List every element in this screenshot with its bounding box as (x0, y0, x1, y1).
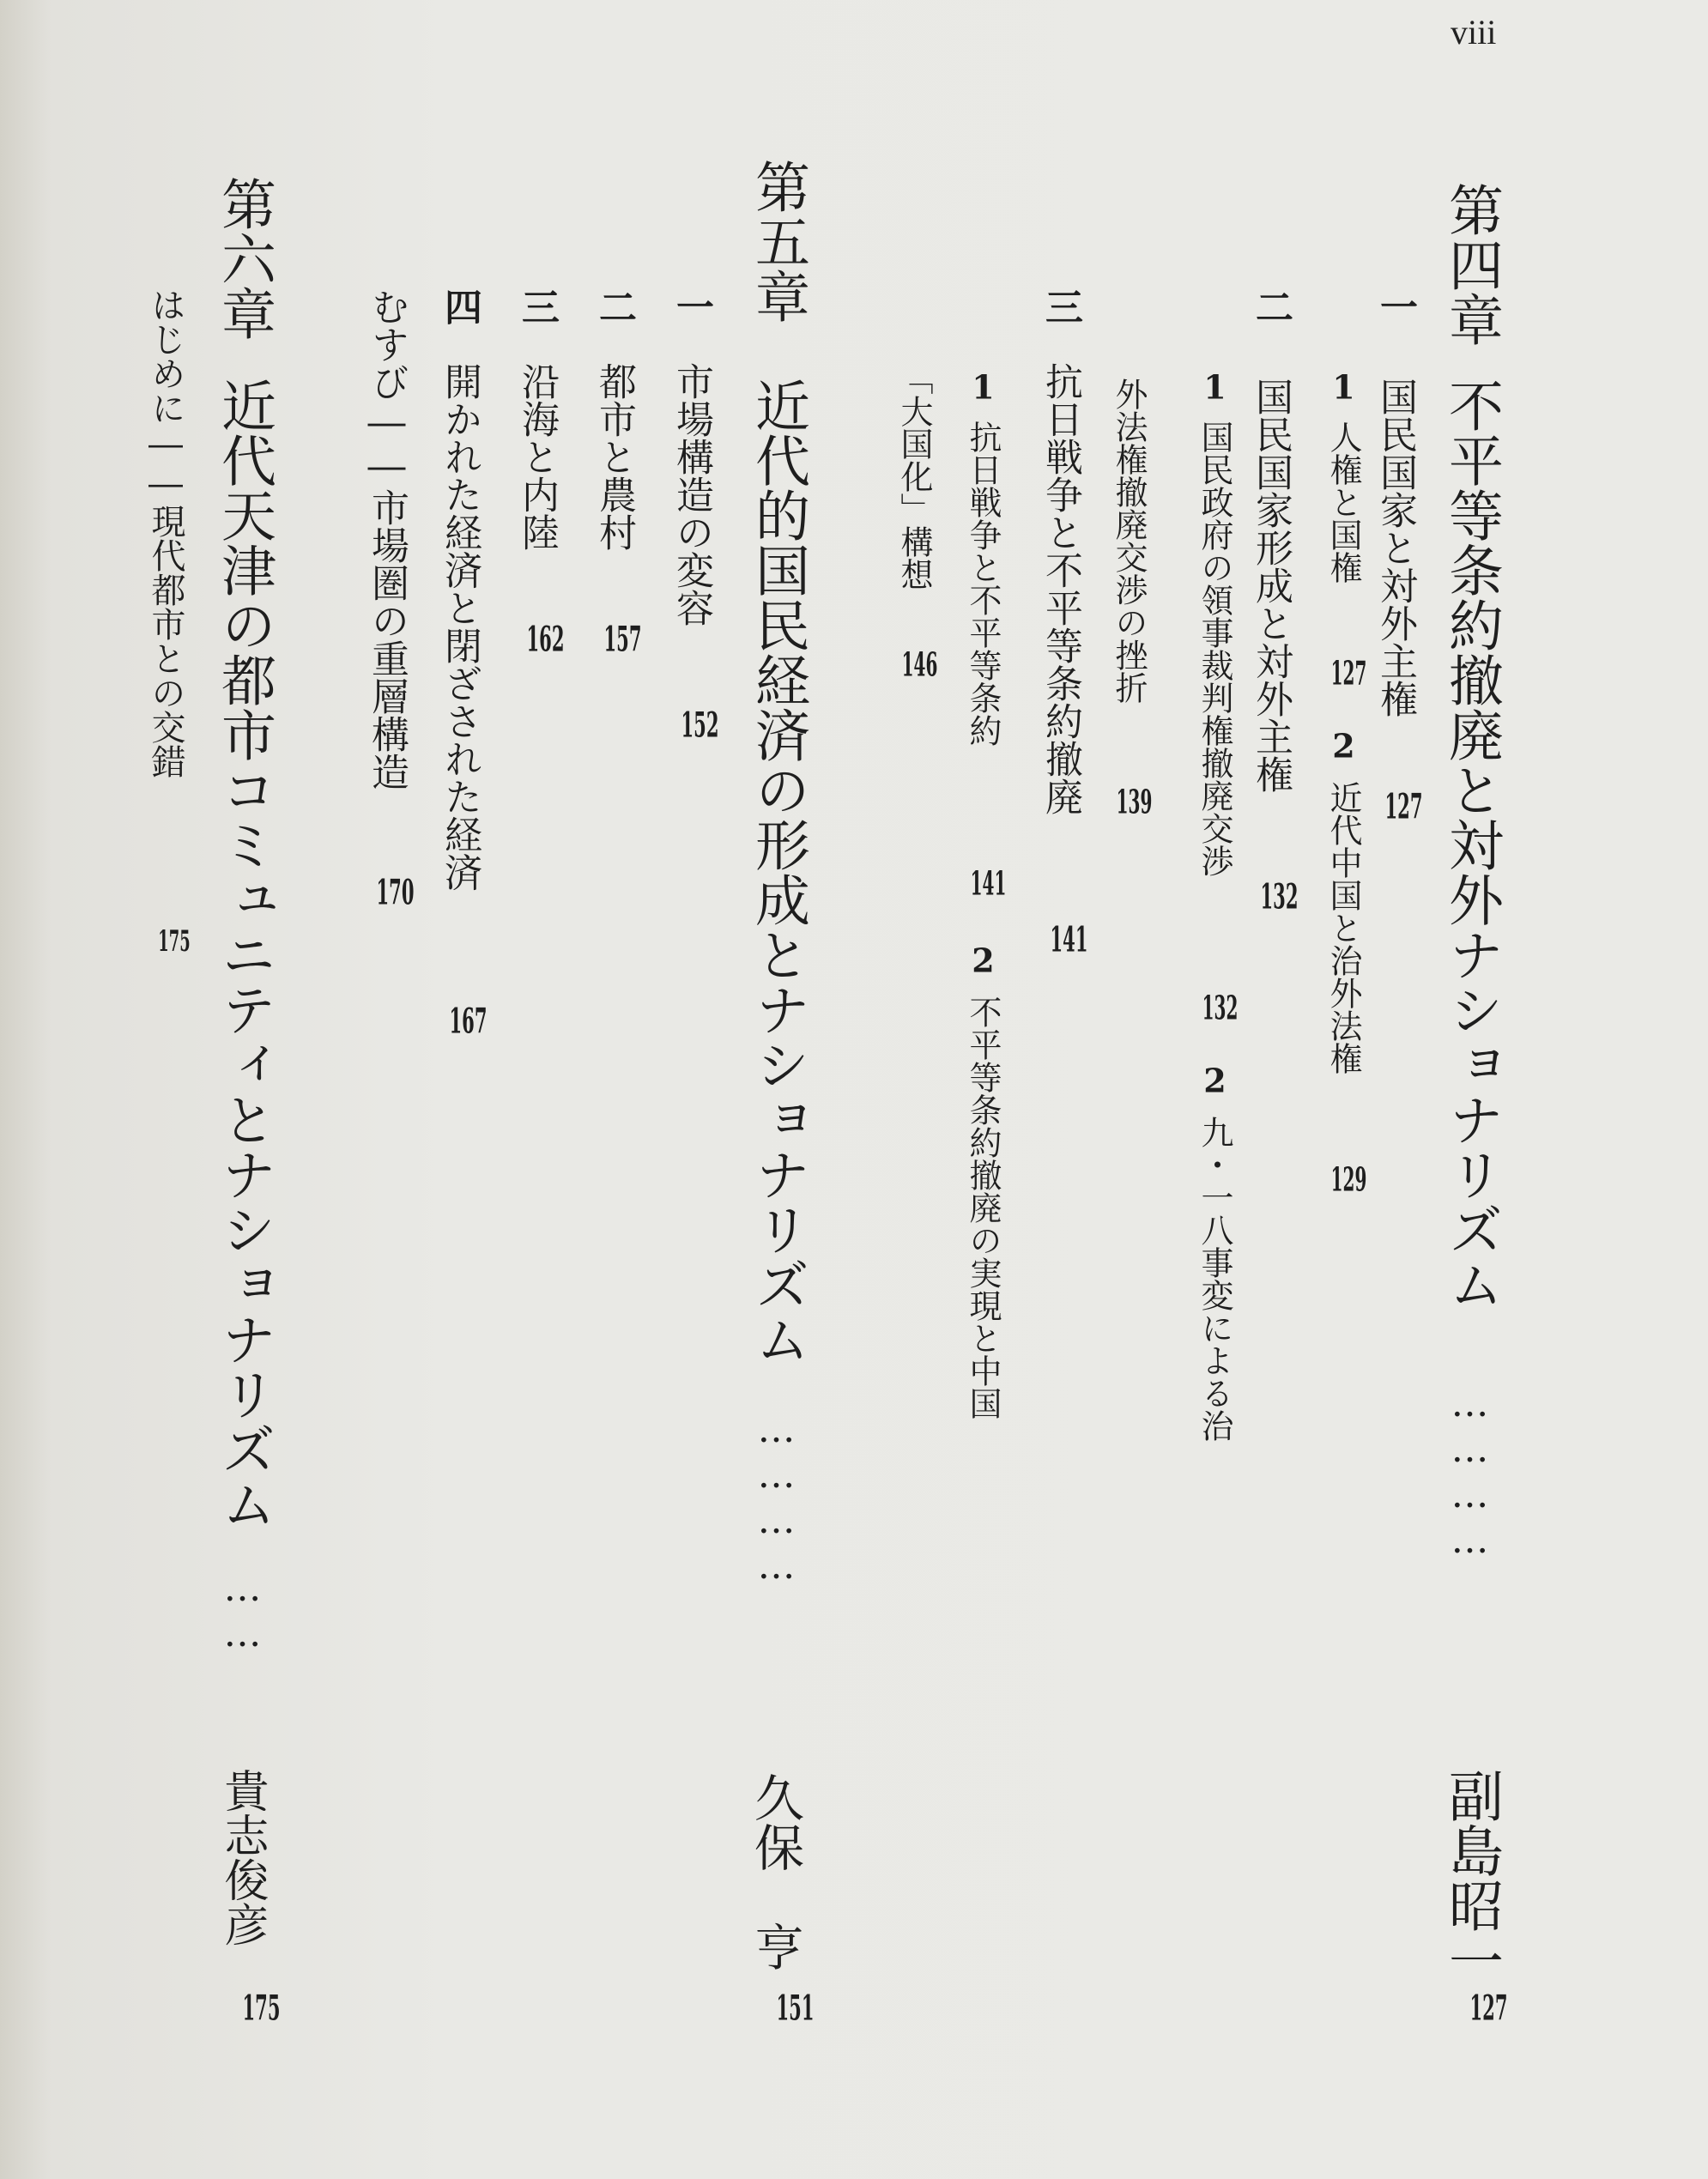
chapter-6-author: 貴志俊彦 (216, 1768, 268, 1946)
section-mark: 三 (515, 288, 559, 325)
chapter-6-leader: …… (221, 1566, 264, 1657)
chapter-4-heading[interactable] (1433, 0, 1508, 2179)
section-page: 141 (1050, 923, 1088, 957)
subsection-title: 九・一八事変による治 (1196, 1116, 1233, 1442)
chapter-5-number: 第五章 (746, 159, 809, 324)
chapter-4-author: 副島昭一 (1439, 1768, 1503, 1988)
section-title: 国民国家形成と対外主権 (1249, 378, 1293, 793)
chapter-4-number: 第四章 (1439, 182, 1503, 347)
subsection-title: 国民政府の領事裁判権撤廃交渉 (1196, 421, 1233, 877)
section-title: 都市と農村 (592, 362, 636, 551)
section-page: 157 (603, 622, 642, 657)
section-page: 162 (526, 622, 565, 657)
section-mark: 二 (592, 288, 636, 325)
section-mark: 四 (438, 288, 482, 325)
section-page: 175 (158, 927, 191, 956)
subsection-page: 129 (1330, 1163, 1367, 1195)
section-title: 国民国家と対外主権 (1373, 378, 1417, 717)
chapter-6-number: 第六章 (212, 176, 276, 341)
chapter-4-title: 不平等条約撤廃と対外ナショナリズム (1439, 378, 1503, 1311)
chapter-4-leader: ………… (1448, 1382, 1492, 1564)
subsection-number: 1 (1203, 371, 1226, 403)
chapter-6-title: 近代天津の都市コミュニティとナショナリズム (212, 378, 276, 1531)
subsection-page: 132 (1202, 991, 1239, 1024)
chapter-6-page: 175 (242, 1991, 281, 2025)
subsection-page: 141 (970, 867, 1007, 899)
section-title: 沿海と内陸 (515, 362, 559, 551)
subsection-number: 2 (1332, 729, 1355, 762)
chapter-5-author: 久保 亨 (746, 1772, 804, 1971)
section-mark: 一 (669, 288, 713, 325)
chapter-4-subsection-1-1[interactable] (1322, 0, 1365, 2179)
section-page: 152 (681, 708, 719, 742)
section-mark: 二 (1249, 288, 1293, 325)
subsection-page: 127 (1330, 657, 1367, 689)
chapter-5-section-2[interactable] (588, 0, 642, 2179)
subsection-title-continued: 外法権撤廃交渉の挫折 (1110, 378, 1148, 704)
section-mark: 三 (1039, 288, 1082, 325)
chapter-4-subsection-3-1[interactable] (961, 0, 1007, 2179)
chapter-5-section-3[interactable] (511, 0, 565, 2179)
chapter-5-title: 近代的国民経済の形成とナショナリズム (746, 378, 809, 1366)
section-page: 127 (1384, 790, 1423, 824)
chapter-5-conclusion[interactable] (360, 0, 415, 2179)
subsection-title: 人権と国権 (1324, 421, 1362, 584)
chapter-5-leader: ………… (754, 1407, 798, 1589)
section-page: 132 (1260, 880, 1299, 914)
subsection-number: 2 (972, 944, 995, 977)
section-page: 167 (449, 1004, 488, 1038)
section-title: むすび――市場圏の重層構造 (365, 288, 409, 790)
chapter-4-section-3[interactable] (1034, 0, 1086, 2179)
chapter-5-page: 151 (776, 1991, 815, 2025)
subsection-title-continued: 「大国化」構想 (895, 362, 933, 590)
chapter-4-subsection-2-2-continued[interactable] (1107, 0, 1153, 2179)
chapter-5-heading[interactable] (740, 0, 815, 2179)
subsection-number: 2 (1203, 1064, 1226, 1097)
chapter-4-section-2[interactable] (1245, 0, 1299, 2179)
chapter-6-heading[interactable] (206, 0, 281, 2179)
subsection-page: 146 (901, 648, 938, 681)
section-title: 開かれた経済と閉ざされた経済 (438, 362, 482, 891)
chapter-4-subsection-2-1[interactable] (1193, 0, 1239, 2179)
section-mark: 一 (1373, 288, 1417, 325)
subsection-title: 近代中国と治外法権 (1324, 781, 1362, 1074)
chapter-4-subsection-3-2-continued[interactable] (893, 0, 936, 2179)
section-page: 170 (376, 875, 415, 910)
subsection-title: 抗日戦争と不平等条約 (964, 421, 1002, 747)
chapter-4-page: 127 (1469, 1991, 1508, 2025)
chapter-5-section-1[interactable] (665, 0, 717, 2179)
subsection-page: 139 (1116, 785, 1153, 818)
page-number: viii (1451, 13, 1497, 51)
section-title: 市場構造の変容 (669, 362, 713, 626)
subsection-number: 1 (972, 371, 995, 403)
section-title: はじめに――現代都市との交錯 (146, 288, 185, 778)
chapter-5-section-4[interactable] (433, 0, 488, 2179)
section-title: 抗日戦争と不平等条約撤廃 (1039, 362, 1082, 815)
subsection-number: 1 (1332, 371, 1355, 403)
chapter-6-intro[interactable] (142, 0, 189, 2179)
chapter-4-section-1[interactable] (1369, 0, 1423, 2179)
subsection-title: 不平等条約撤廃の実現と中国 (964, 996, 1002, 1419)
